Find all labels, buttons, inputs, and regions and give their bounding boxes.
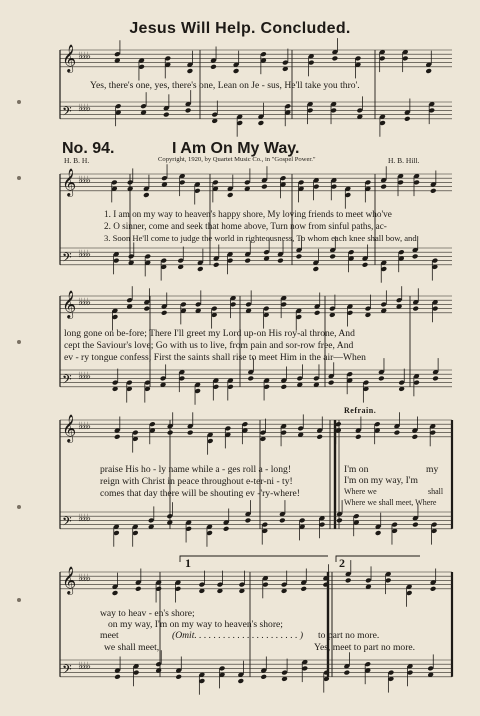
binding-hole [17, 598, 21, 602]
key-signature: ♭♭♭♭ [78, 661, 89, 673]
key-signature: ♭♭♭♭ [78, 103, 89, 115]
note-head [135, 586, 142, 592]
lyric-line: way to heav - en's shore; [100, 608, 195, 619]
note-head [185, 107, 192, 113]
note-head [227, 192, 234, 198]
note-head [244, 258, 251, 264]
second-ending-number: 2 [339, 556, 345, 570]
copyright-notice: Copyright, 1920, by Quartet Music Co., in "Gospel Power." [158, 156, 316, 163]
treble-clef: 𝄞 [62, 413, 77, 442]
binding-hole [17, 176, 21, 180]
lyric-line: meet [100, 630, 119, 641]
treble-clef: 𝄞 [62, 167, 77, 196]
verse-2-lyric: 2. O sinner, come and seek that home above, Turn now from sinful paths, ac- [104, 221, 387, 231]
first-ending-bracket [180, 556, 328, 562]
treble-clef: 𝄞 [62, 565, 77, 594]
lyric-line: Yes, there's one, yes, there's one, Lean on Je - sus, He'll take you thro'. [90, 80, 360, 91]
key-signature: ♭♭♭♭ [78, 51, 89, 63]
note-head [245, 517, 252, 523]
page-title: Jesus Will Help. Concluded. [129, 20, 351, 37]
music-system-2 [60, 290, 452, 402]
lyric-line: to part no more. [318, 630, 380, 641]
bass-clef: 𝄢 [62, 249, 72, 268]
verse-1-lyric: long gone on be-fore; There I'll greet my Lord up-on His roy-al throne, And [64, 328, 355, 339]
bass-clef: 𝄢 [62, 661, 72, 680]
note-head [328, 380, 335, 386]
note-head [343, 670, 350, 676]
composer-credit: H. B. Hill. [388, 156, 420, 165]
music-system-1 [60, 168, 452, 278]
note-head [375, 530, 382, 536]
song-number: No. 94. [62, 140, 115, 157]
verse-2-lyric: cept the Saviour's love; Go with us to live, from pain and sor-row free, And [64, 340, 354, 351]
note-head [404, 116, 411, 122]
note-head [355, 434, 362, 440]
note-head [412, 253, 419, 259]
note-head [143, 192, 150, 198]
note-head [332, 55, 339, 61]
note-head [112, 590, 119, 596]
note-head [114, 434, 121, 440]
lyric-line: Yes, meet to part no more. [314, 642, 416, 653]
note-head [223, 526, 230, 532]
note-head [187, 430, 194, 436]
note-head [237, 678, 244, 684]
bass-clef: 𝄢 [62, 103, 72, 122]
lyric-line: on my way, I'm on my way to heaven's shore; [108, 619, 283, 630]
note-head [197, 266, 204, 272]
key-signature: ♭♭♭♭ [78, 573, 89, 585]
note-head [314, 310, 321, 316]
verse-1-lyric: praise His ho - ly name while a - ges roll a - long! [100, 464, 292, 475]
bass-clef: 𝄢 [62, 513, 72, 532]
note-head [296, 253, 303, 259]
note-head [432, 375, 439, 381]
music-system-4 [60, 566, 452, 706]
note-head [411, 434, 418, 440]
note-head [412, 306, 419, 312]
note-head [258, 120, 265, 126]
note-head [167, 430, 174, 436]
key-signature: ♭♭♭♭ [78, 371, 89, 383]
treble-clef: 𝄞 [62, 289, 77, 318]
note-head [329, 253, 336, 259]
verse-3-lyric: ev - ry tongue confess; First the saints shall rise to meet Him in the air—When [64, 352, 366, 363]
refrain-lyric: shall [428, 487, 444, 496]
note-head [213, 262, 220, 268]
binding-hole [17, 505, 21, 509]
note-head [260, 674, 267, 680]
verse-2-lyric: reign with Christ in peace throughout e-ter-ni - ty! [100, 476, 293, 487]
second-ending-bracket [336, 556, 420, 562]
note-head [114, 674, 121, 680]
key-signature: ♭♭♭♭ [78, 297, 89, 309]
refrain-lyric: Where we [344, 487, 377, 496]
note-head [394, 430, 401, 436]
verse-3-lyric: comes that day there will be shouting ev -'ry-where! [100, 488, 300, 499]
note-head [312, 266, 319, 272]
music-system-3 [60, 414, 452, 554]
lyricist-credit: H. B. H. [64, 156, 90, 165]
note-head [210, 64, 217, 70]
binding-hole [17, 340, 21, 344]
note-head [277, 258, 284, 264]
key-signature: ♭♭♭♭ [78, 421, 89, 433]
note-head [316, 434, 323, 440]
binding-hole [17, 100, 21, 104]
note-head [430, 188, 437, 194]
key-signature: ♭♭♭♭ [78, 175, 89, 187]
note-head [300, 586, 307, 592]
note-head [378, 375, 385, 381]
note-head [247, 375, 254, 381]
note-head [279, 517, 286, 523]
verse-3-lyric: 3. Soon He'll come to judge the world in righteousness, To whom each knee shall bow, and [104, 233, 417, 243]
refrain-lyric: Where we shall meet, Where [344, 498, 437, 507]
note-head [175, 674, 182, 680]
note-head [380, 184, 387, 190]
key-signature: ♭♭♭♭ [78, 513, 89, 525]
note-head [143, 306, 150, 312]
lyric-line: we shall meet, [104, 642, 160, 653]
treble-clef: 𝄞 [62, 43, 77, 72]
note-head [425, 68, 432, 74]
refrain-lyric: I'm on my way, I'm [344, 475, 418, 486]
note-head [233, 68, 240, 74]
refrain-lyric: my [426, 464, 439, 475]
note-head [430, 586, 437, 592]
note-head [163, 112, 170, 118]
note-head [187, 68, 194, 74]
note-head [280, 384, 287, 390]
song-title: I Am On My Way. [172, 140, 300, 157]
note-head [261, 184, 268, 190]
note-head [161, 310, 168, 316]
refrain-lyric: I'm on [344, 464, 369, 475]
omit-instruction: (Omit. . . . . . . . . . . . . . . . . . . . . . ) [172, 630, 304, 641]
bass-clef: 𝄢 [62, 371, 72, 390]
note-head [345, 577, 352, 583]
music-system-prev [60, 44, 452, 130]
note-head [362, 262, 369, 268]
refrain-label: Refrain. [344, 406, 377, 415]
verse-1-lyric: 1. I am on my way to heaven's happy shore, My loving friends to meet who've [104, 209, 392, 219]
note-head [336, 517, 343, 523]
first-ending-number: 1 [185, 556, 191, 570]
key-signature: ♭♭♭♭ [78, 249, 89, 261]
note-head [412, 522, 419, 528]
